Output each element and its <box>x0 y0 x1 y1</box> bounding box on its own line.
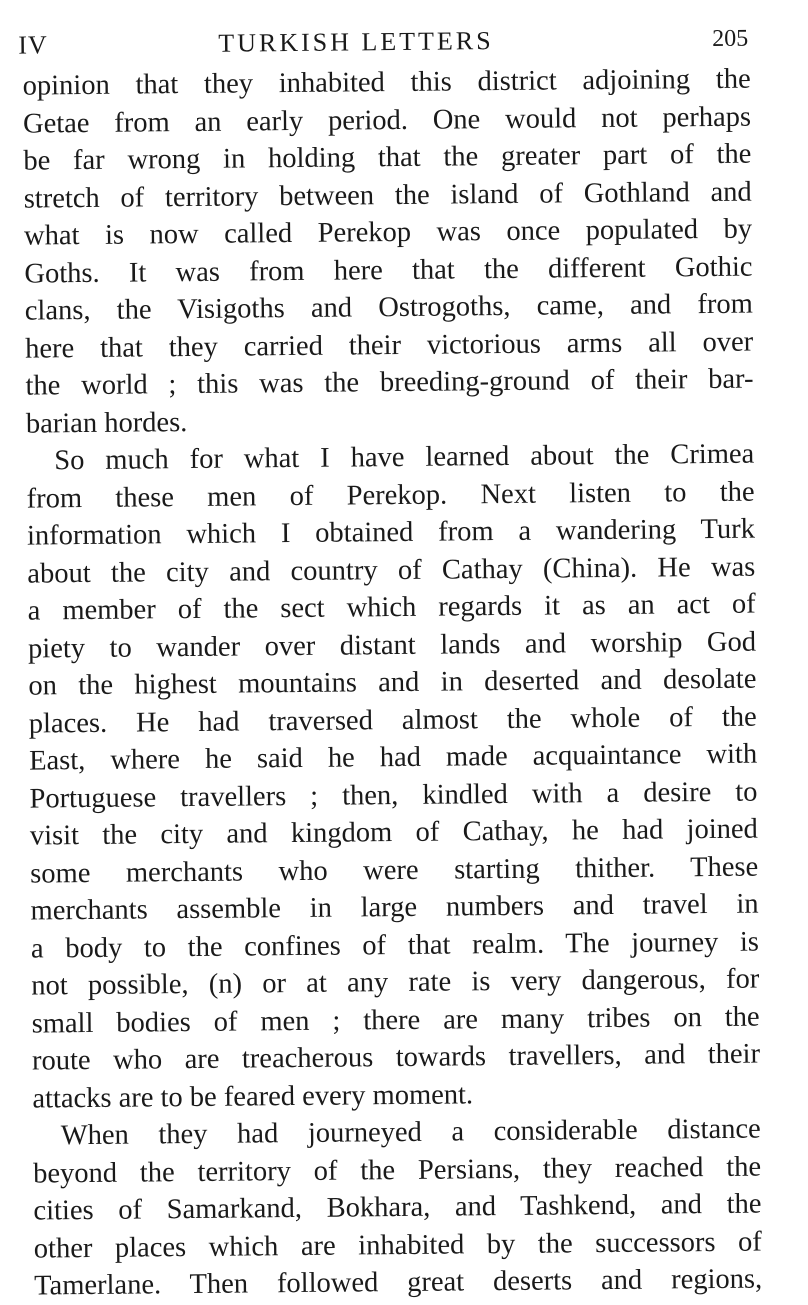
text-line: piety to wander over distant lands and worship God <box>27 626 757 665</box>
text-line: Getae from an early period. One would not perhaps <box>22 101 752 140</box>
text-line: on the highest mountains and in deserted and desolate <box>28 663 757 702</box>
text-line: information which I obtained from a wandering Turk <box>26 513 756 552</box>
text-line: route who are treacherous towards travellers, and their <box>31 1038 761 1077</box>
chapter-number: IV <box>18 30 48 60</box>
paragraph-3 <box>33 1111 763 1305</box>
text-line: Goths. It was from here that the different Gothic <box>24 251 753 290</box>
text-line: some merchants who were starting thither. These <box>30 851 759 890</box>
text-line: cities of Samarkand, Bokhara, and Tashkend, and the <box>33 1188 762 1227</box>
text-line: opinion that they inhabited this district adjoining the <box>22 63 751 102</box>
page-body <box>22 61 762 1305</box>
text-line: visit the city and kingdom of Cathay, he had joined <box>29 813 758 852</box>
text-line: a body to the confines of that realm. The journey is <box>30 926 760 965</box>
text-line: not possible, (n) or at any rate is very dangerous, for <box>31 963 760 1002</box>
text-line: stretch of territory between the island of Gothland and <box>23 176 752 215</box>
text-line: other places which are inhabited by the successors of <box>33 1226 762 1265</box>
text-line: about the city and country of Cathay (China). He was <box>27 551 756 590</box>
text-line: places. He had traversed almost the whole of the <box>28 701 757 740</box>
page-header <box>18 19 748 66</box>
paragraph-1 <box>22 61 754 443</box>
text-line: attacks are to be feared every moment. <box>32 1078 474 1115</box>
text-line: merchants assemble in large numbers and travel in <box>30 888 759 927</box>
page-number: 205 <box>712 25 749 52</box>
text-line: what is now called Perekop was once populated by <box>23 213 753 252</box>
text-line: clans, the Visigoths and Ostrogoths, came, and from <box>24 288 753 327</box>
text-line: East, where he said he had made acquaintance with <box>28 738 758 777</box>
running-title: TURKISH LETTERS <box>218 26 494 58</box>
text-line: Portuguese travellers ; then, kindled with a desire to <box>29 776 758 815</box>
text-line: here that they carried their victorious arms all over <box>25 326 754 365</box>
text-line: a member of the sect which regards it as an act of <box>27 588 756 627</box>
text-line: the world ; this was the breeding-ground of their bar- <box>25 363 754 402</box>
text-line: When they had journeyed a considerable distance <box>60 1113 761 1152</box>
paragraph-2 <box>26 436 760 1118</box>
text-line: So much for what I have learned about the Crimea <box>54 438 755 477</box>
text-line: beyond the territory of the Persians, they reached the <box>32 1151 762 1190</box>
text-line: from these men of Perekop. Next listen to the <box>26 476 755 515</box>
text-line: barian hordes. <box>25 406 188 440</box>
text-line: small bodies of men ; there are many tribes on the <box>31 1001 760 1040</box>
text-line: Tamerlane. Then followed great deserts and regions, <box>34 1263 763 1302</box>
text-line: be far wrong in holding that the greater part of the <box>23 138 752 177</box>
